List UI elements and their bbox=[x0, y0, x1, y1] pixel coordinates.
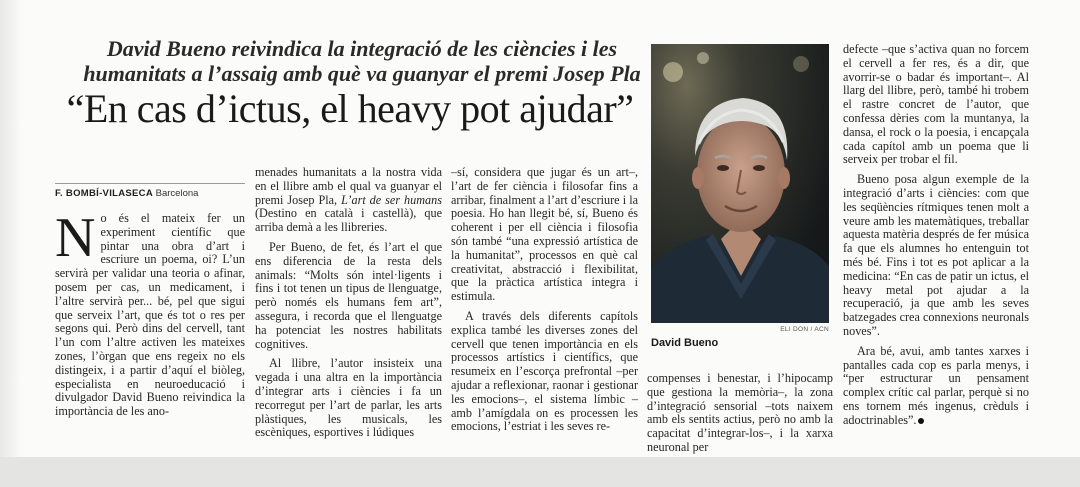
photo-credit: ELI DON / ACN bbox=[780, 326, 829, 333]
paragraph: menades humanitats a la nostra vida en el llibre amb el qual va guanyar el premi Josep Pla, L’art de ser humans (Destino en català i castellà), que arriba demà a les llibreries. bbox=[255, 165, 442, 235]
byline-city: Barcelona bbox=[155, 188, 199, 199]
article-column-1 bbox=[55, 207, 245, 419]
article-column-3 bbox=[451, 166, 638, 434]
book-title: L’art de ser humans bbox=[341, 192, 442, 207]
paragraph: Ara bé, avui, amb tantes xarxes i pantalles cada cop es parla menys, i “per estructurar un pensament complex crític cal parlar, perquè si no ens tornem més ingenus, crèduls i adoctrinables”. bbox=[843, 343, 1029, 427]
paragraph: –sí, considera que jugar és un art–, l’art de fer ciència i filosofar fins a arribar, finalment a l’art d’escriure i la poesia. Ho han llegit bé, sí, Bueno és coherent i per ell ciència i filosofia són també “una expressió artística de la humanitat”, processos en què cal creativitat, abstracció i flexibilitat, que la pràctica artística integra i estimula. bbox=[451, 165, 638, 304]
paragraph: Per Bueno, de fet, és l’art el que ens diferencia de la resta dels animals: “Molts són intel·ligents i fins i tot tenen un tipus de llenguatge, però només els humans fem art”, assegura, i recorda que el llenguatge ha potenciat les nostres habilitats cognitives. bbox=[255, 239, 442, 351]
article-kicker: David Bueno reivindica la integració de les ciències i les humanitats a l’assaig amb què va guanyar el premi Josep Pla bbox=[83, 36, 641, 86]
paragraph: Bueno posa algun exemple de la integració d’arts i ciències: com que les seqüències rítmiques tenen molt a veure amb les matemàtiques, treballar aquesta matèria després de fer música fa que els alumnes ho entenguin tot més bé. Fins i tot es pot aplicar a la medicina: “En cas de patir un ictus, el heavy metal pot ajudar a la recuperació, ja que amb les seves batzegades crea connexions neuronals noves”. bbox=[843, 172, 1029, 338]
paragraph: defecte –que s’activa quan no forcem el cervell a fer res, és a dir, que avorrir-se o badar és important–. Al llarg del llibre, però, també hi trobem el rastre concret de l’autor, que confessa dèries com la muntanya, la dansa, el rock o la poesia, i encapçala cada capítol amb un poema que li serveix per trobar el fil. bbox=[843, 42, 1029, 167]
end-of-article-icon bbox=[918, 418, 924, 424]
byline bbox=[55, 183, 245, 199]
paragraph: Al llibre, l’autor insisteix una vegada i una altra en la importància d’integrar arts i ciències i fa un recorregut per l’art de parlar, les arts plàstiques, les musicals, les escèniques, esportives i lúdiques bbox=[255, 356, 442, 440]
article-column-5 bbox=[843, 43, 1029, 428]
bottom-margin bbox=[0, 457, 1080, 487]
page-edge-shadow bbox=[0, 0, 22, 457]
article-column-4 bbox=[647, 372, 833, 455]
drop-cap: N bbox=[55, 207, 96, 269]
paragraph: A través dels diferents capítols explica també les diverses zones del cervell que tenen importància en els processos artístics i científics, que resumeix en l’escorça prefrontal –per ajudar a reflexionar, raonar i gestionar les emocions–, el sistema límbic –amb l’amígdala on es processen les emocions, l’estriat i les seves re- bbox=[451, 308, 638, 434]
byline-author: F. BOMBÍ-VILASECA bbox=[55, 188, 153, 199]
photo-caption: David Bueno bbox=[651, 337, 719, 349]
article-headline: “En cas d’ictus, el heavy pot ajudar” bbox=[66, 86, 634, 131]
paragraph: compenses i benestar, i l’hipocamp que gestiona la memòria–, la zona d’integració sensorial –tots naixem amb els sentits actius, però no amb la capacitat d’integrar-los–, i la xarxa neuronal per bbox=[647, 371, 833, 454]
column-1-text: o és el mateix fer un experiment científic que pintar una obra d’art i escriure un poema, oi? L’un servirà per validar una teoria o afinar, posem per cas, un medicament, i l’altre servirà per... bé, pel que sigui que serveix l’art, que és tot o res per segons qui. Però dins del cervell, tant l’un com l’altre activen les mateixes zones, l’òrgan que ens regeix no els distingeix, i a partir d’aquí el biòleg, especialista en neuroeducació i divulgador David Bueno reivindica la importància de les ano- bbox=[55, 211, 245, 419]
author-photo bbox=[651, 44, 829, 323]
portrait-illustration bbox=[651, 44, 829, 323]
article-column-2 bbox=[255, 166, 442, 440]
